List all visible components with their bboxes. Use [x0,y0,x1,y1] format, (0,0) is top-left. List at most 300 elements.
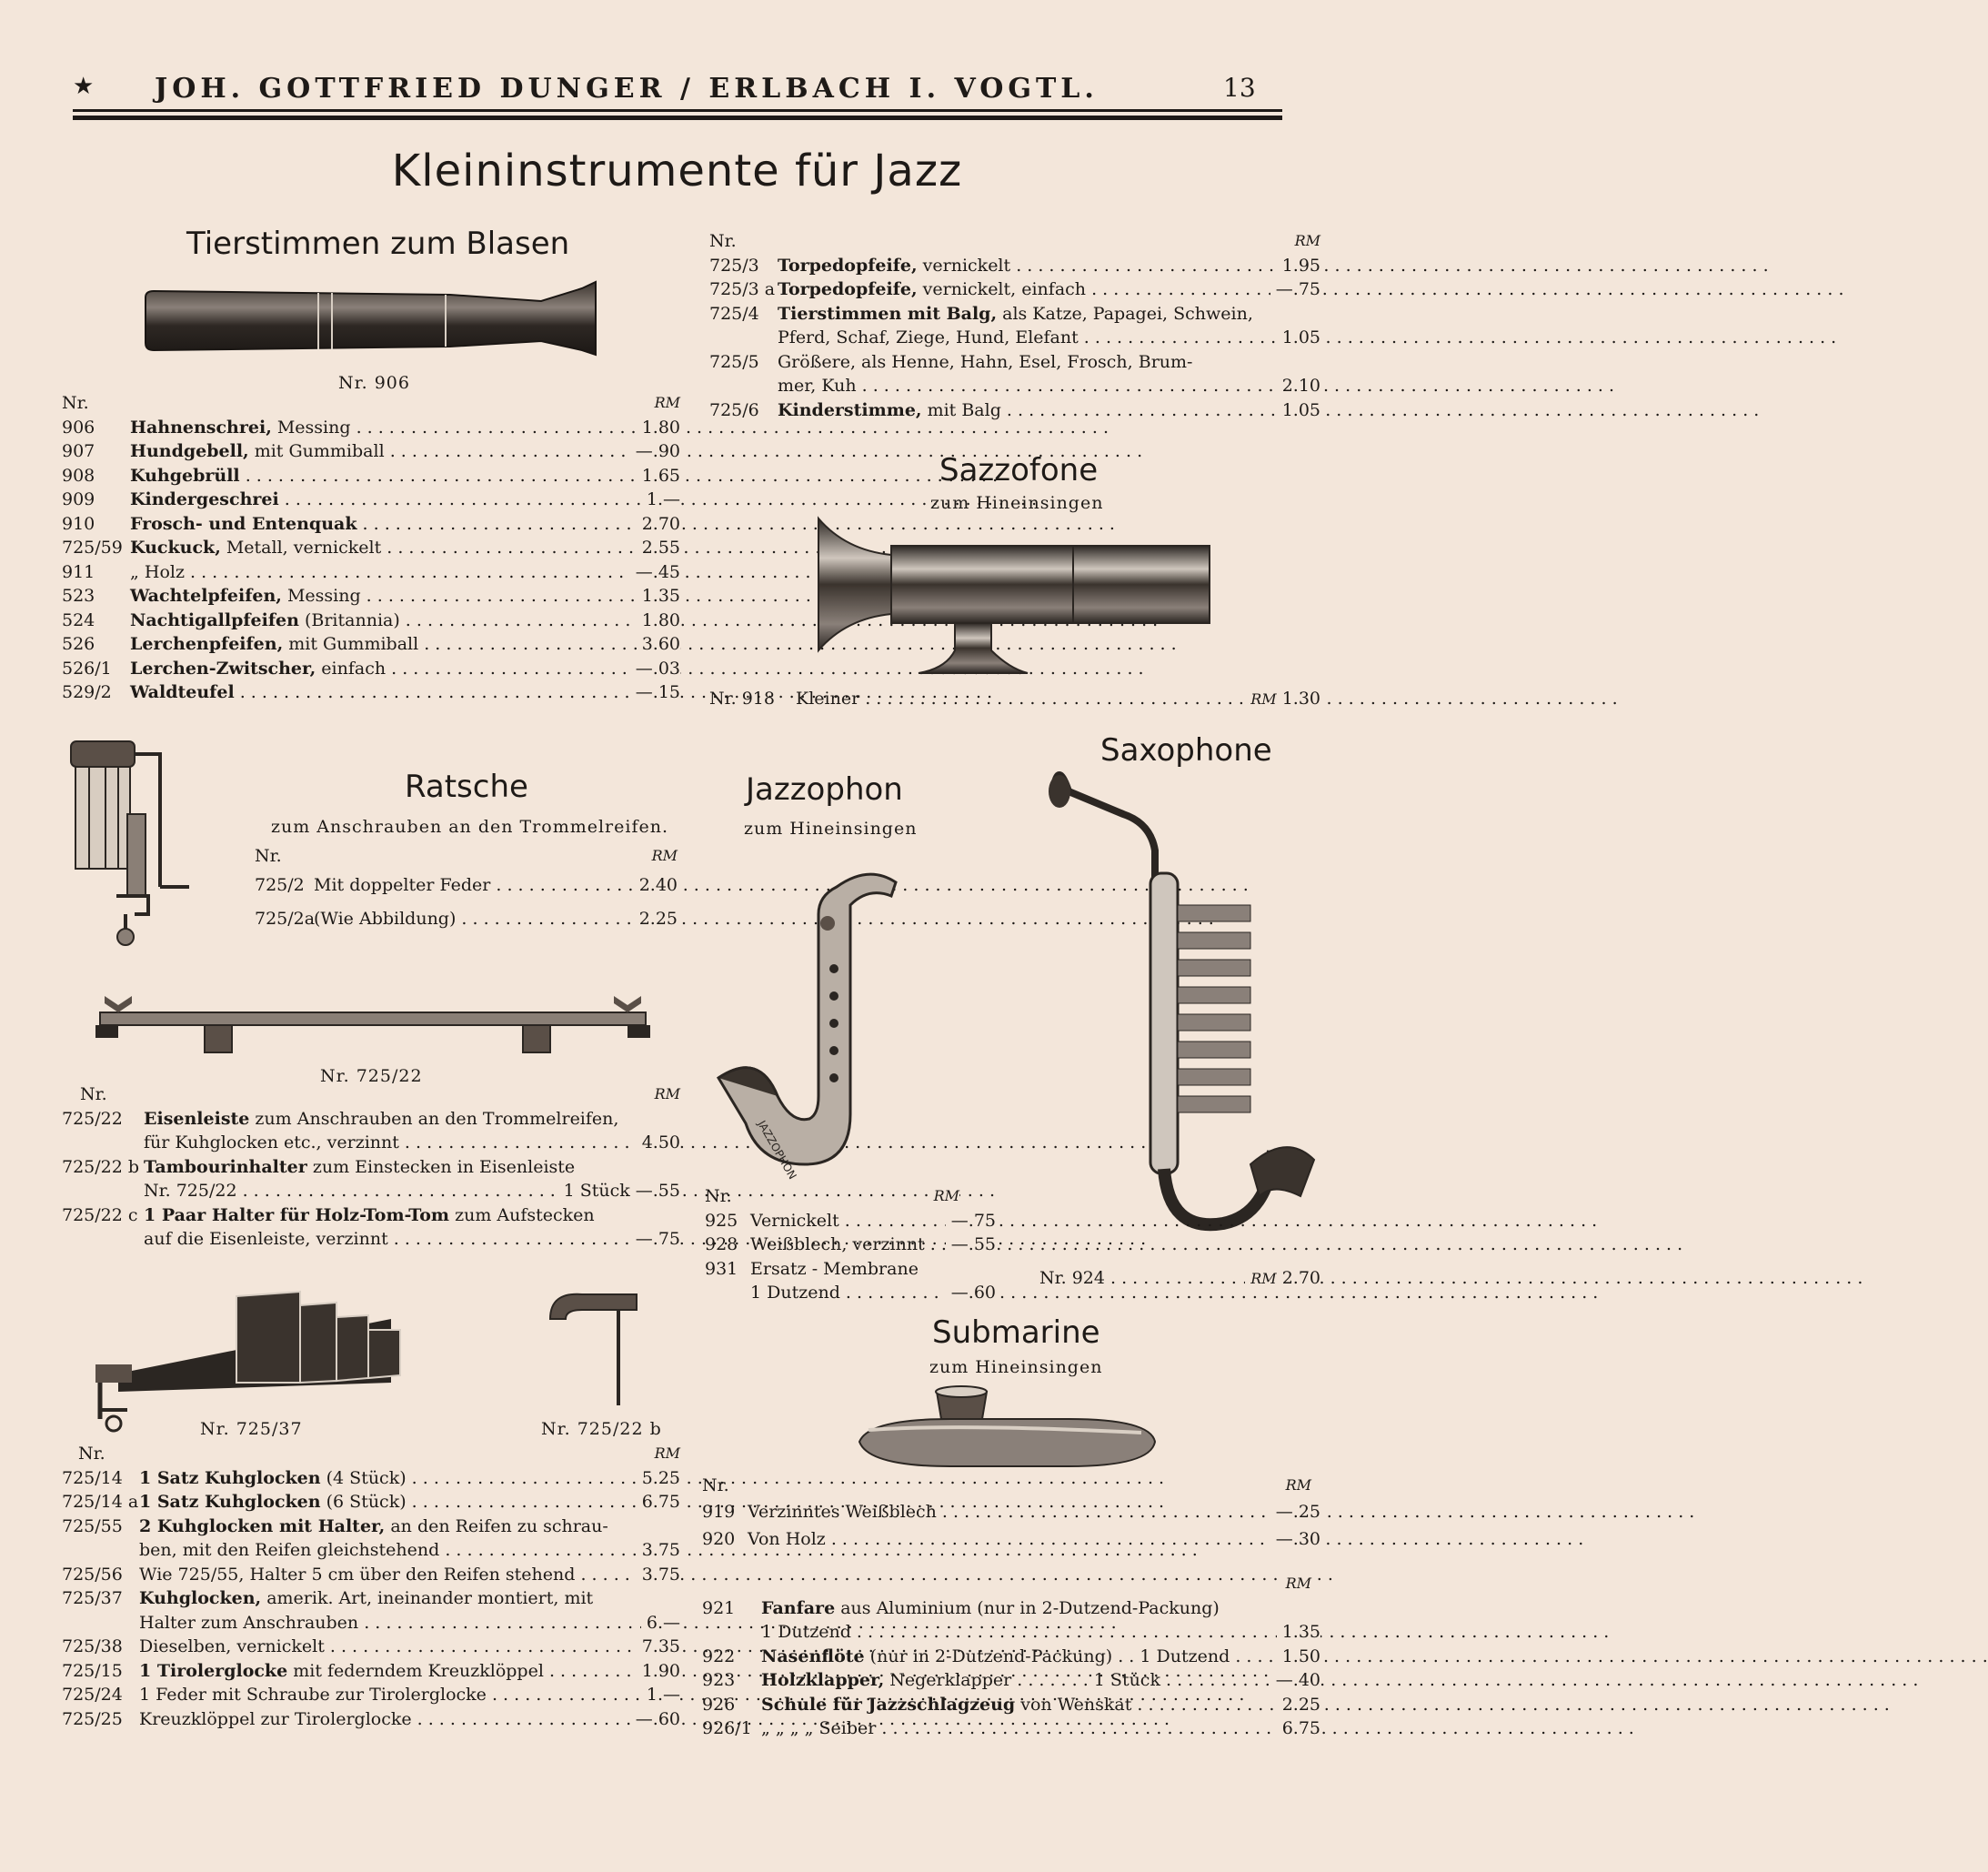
item-price: 4.50 [637,1131,680,1155]
list-item [702,1668,1320,1693]
item-description [130,464,617,488]
list-item [62,1107,680,1132]
item-description [314,869,614,902]
item-detail: für Kuhglocken etc., verzinnt [144,1132,399,1152]
item-detail: Nr. 725/22 [144,1181,237,1201]
list-item [709,254,1320,278]
main-title: Kleininstrumente für Jazz [391,146,963,196]
item-description [748,1525,1257,1553]
item-name: Tambourinhalter [144,1156,307,1177]
saxophone-title: Saxophone [1100,732,1272,769]
item-name: Lerchen-Zwitscher, [130,658,316,679]
item-description [130,512,617,537]
list-item [62,1683,680,1707]
item-detail: mit Gummiball [248,441,385,461]
item-nr: 920 [702,1528,736,1549]
item-detail: aus Aluminium (nur in 2-Dutzend-Packung) [835,1597,1220,1618]
list-item [255,869,678,902]
list-item [702,1525,1320,1553]
item-nr: 926 [702,1694,736,1715]
header-rule-thick [73,116,1282,120]
item-description [139,1707,617,1732]
submarine-subtitle: zum Hineinsingen [929,1357,1103,1377]
submarine-illustration [850,1383,1160,1474]
item-nr: 725/24 [62,1685,123,1705]
item-name: Kuhglocken, [139,1588,262,1608]
item-price: 1.50 [1277,1645,1320,1669]
item-description [778,374,1257,398]
item-nr: 725/4 [709,303,759,324]
item-price: 7.35 [637,1635,680,1659]
item-detail: zum Anschrauben an den Trommelreifen, [249,1108,619,1129]
list-item [62,609,680,633]
item-detail: Messing [281,586,361,606]
eisenleiste-illustration [91,987,655,1060]
caption-725-22b: Nr. 725/22 b [541,1419,662,1439]
currency-label: RM [647,844,678,869]
item-detail: (Britannia) [298,609,400,630]
item-nr: 725/37 [62,1588,123,1608]
sazzofone-nr: Nr. 918 [709,689,775,709]
item-description [761,1668,1257,1693]
item-name: Wachtelpfeifen, [130,586,282,606]
tierstimmen-list [62,391,680,705]
list-item [62,1155,680,1180]
item-detail: an den Reifen zu schrau- [385,1515,608,1536]
item-description [750,1281,941,1305]
item-description [761,1596,1257,1621]
item-description [144,1107,619,1132]
sazzofone-price [1245,687,1320,712]
caption-906: Nr. 906 [338,373,410,393]
item-description [139,1538,617,1563]
list-item [62,536,680,560]
item-nr: 725/22 b [62,1156,140,1177]
item-description [130,657,617,681]
item-nr: 928 [705,1234,738,1254]
item-description [139,1659,617,1684]
item-description [130,680,617,705]
item-price: —.40 [1270,1668,1320,1693]
item-name: Fanfare [761,1597,836,1618]
whistle-906-illustration [141,277,605,368]
item-description [761,1716,1257,1741]
item-name: Holzklapper, [761,1670,885,1690]
item-description [130,416,617,440]
misc-list [702,1572,1320,1741]
item-price: 2.55 [637,536,680,560]
item-price: 1.95 [1277,254,1320,278]
item-detail: 1 Dutzend [750,1283,840,1303]
item-description [130,439,617,464]
nr-label: Nr. [255,846,282,866]
item-detail: mit federndem Kreuzklöppel [287,1660,544,1681]
item-nr: 529/2 [62,682,112,702]
item-price: —.60 [630,1707,680,1732]
item-description [139,1635,617,1659]
item-detail: Größere, als Henne, Hahn, Esel, Frosch, Brum- [778,351,1193,372]
item-name: Kuhgebrüll [130,465,240,486]
kuhglocken-list [62,1442,680,1731]
jazzophon-subtitle: zum Hineinsingen [744,819,918,839]
item-nr: 725/15 [62,1660,123,1681]
currency-label: RM [649,391,680,416]
list-item [62,1586,680,1611]
list-item [62,1131,680,1155]
item-detail: Mit doppelter Feder [314,874,491,895]
saxophone-illustration [1041,769,1332,1255]
item-nr: 908 [62,465,95,486]
item-price: 1.— [641,1683,680,1707]
list-item [709,326,1320,350]
item-nr: 523 [62,586,95,606]
list-item [62,1490,680,1515]
item-detail: „ Holz [130,561,185,582]
item-nr: 906 [62,417,95,438]
item-name: 1 Tirolerglocke [139,1660,288,1681]
item-nr: 725/5 [709,351,759,372]
item-price: 1.35 [637,584,680,609]
list-item [62,439,680,464]
item-price: 3.75 [637,1563,680,1587]
list-item [62,512,680,537]
item-detail: amerik. Art, ineinander montiert, mit [261,1588,594,1608]
item-nr: 725/14 a [62,1492,139,1512]
jazzophon-title: Jazzophon [746,771,903,808]
list-item [62,488,680,512]
item-nr: 926/1 [702,1718,752,1738]
page-number: 13 [1223,73,1256,103]
caption-725-37: Nr. 725/37 [200,1419,303,1439]
item-price: 1.90 [637,1659,680,1684]
item-nr: 931 [705,1258,738,1279]
item-name: 1 Paar Halter für Holz-Tom-Tom [144,1204,450,1225]
sazzofone-title: Sazzofone [939,452,1099,488]
list-item [709,277,1320,302]
item-detail: zum Einstecken in Eisenleiste [306,1156,576,1177]
item-description [130,488,617,512]
item-price: —.25 [1270,1498,1320,1525]
item-price: 2.40 [634,869,678,902]
item-description [130,609,617,633]
item-description [139,1683,617,1707]
item-detail: zum Aufstecken [449,1204,595,1225]
list-item [62,1227,680,1252]
sazzofone-line [709,687,1320,711]
list-item [62,1179,680,1203]
price-value: 2.70 [1281,1268,1320,1288]
item-price: 2.25 [1277,1693,1320,1717]
item-price: 6.75 [1277,1716,1320,1741]
item-detail: Halter zum Anschrauben [139,1612,359,1633]
item-detail: einfach [316,658,387,679]
item-description [130,536,617,560]
nr-label: Nr. [709,231,737,251]
item-detail: vernickelt [917,255,1011,276]
list-item [709,302,1320,327]
item-price: 5.25 [637,1466,680,1491]
item-description [139,1515,617,1539]
item-nr: 725/6 [709,399,759,420]
list-item [62,464,680,488]
saxophone-desc [1110,1266,1248,1291]
item-price: —.03 [630,657,680,681]
item-nr: 725/25 [62,1708,123,1729]
item-nr: 725/3 a [709,279,776,299]
item-price: 2.25 [634,902,678,936]
item-nr: 921 [702,1597,736,1618]
item-description [139,1611,617,1635]
item-price: 1.80 [637,609,680,633]
item-description [778,254,1257,278]
item-name: Torpedopfeife, [778,279,918,299]
item-description [144,1203,595,1228]
tierstimmen-title: Tierstimmen zum Blasen [186,226,570,262]
page-header [73,71,1246,107]
list-item [62,1635,680,1659]
item-description [144,1131,562,1155]
item-price: 1.05 [1277,326,1320,350]
item-detail: vernickelt, einfach [917,279,1087,299]
item-description [761,1620,1257,1645]
list-item [62,1466,680,1491]
item-nr: 725/22 c [62,1204,138,1225]
item-nr: 922 [702,1646,736,1666]
currency-label: RM [1290,229,1320,254]
item-description [130,560,617,585]
item-detail: Ersatz - Membrane [750,1258,919,1279]
item-name: 1 Satz Kuhglocken [139,1492,321,1512]
nr-label: Nr. [80,1084,107,1104]
item-nr: 725/2 [255,874,305,895]
header-rule [73,109,1282,112]
item-description [139,1466,617,1491]
currency-label: RM [649,1082,680,1107]
item-name: Tierstimmen mit Balg, [778,303,998,324]
item-price: 6.— [641,1611,680,1635]
item-description [314,902,614,936]
item-name: Lerchenpfeifen, [130,634,284,654]
list-item [62,1203,680,1228]
nr-label: Nr. [702,1475,729,1495]
item-nr: 910 [62,513,95,534]
list-item [702,1716,1320,1741]
item-description [130,584,617,609]
item-detail: Pferd, Schaf, Ziege, Hund, Elefant [778,327,1079,347]
item-description [778,350,1257,375]
item-description [778,398,1257,423]
item-detail: von Wenskat [1015,1694,1132,1715]
item-price: —.60 [946,1281,996,1305]
item-name: Hahnenschrei, [130,417,272,438]
list-item [702,1645,1320,1669]
currency-label: RM [1280,1572,1311,1596]
item-description [750,1257,941,1282]
item-price: 1.— [641,488,680,512]
item-name: Nasenflöte [761,1646,865,1666]
item-nr: 526/1 [62,658,112,679]
star-icon: ★ [73,73,95,100]
item-name: Hundgebell, [130,441,249,461]
submarine-list [702,1474,1320,1553]
item-detail: 1 Feder mit Schraube zur Tirolerglocke [139,1685,487,1705]
item-nr: 725/3 [709,255,759,276]
item-nr: 526 [62,634,95,654]
item-detail: mer, Kuh [778,376,857,396]
item-detail: Von Holz [748,1528,826,1549]
saxophone-line [1039,1266,1320,1291]
item-nr: 907 [62,441,95,461]
item-detail: als Katze, Papagei, Schwein, [997,303,1253,324]
list-item [62,1538,680,1563]
list-item [62,1611,680,1635]
item-detail: (Wie Abbildung) [314,908,457,929]
item-nr: 725/56 [62,1564,123,1585]
jazzophon-engraving: JAZZOPHON [755,1118,799,1182]
item-nr: 911 [62,561,95,582]
currency-label: RM [1250,1270,1277,1287]
item-detail: auf die Eisenleiste, verzinnt [144,1229,388,1249]
list-item [62,416,680,440]
item-detail: Wie 725/55, Halter 5 cm über den Reifen stehend [139,1564,576,1585]
jazzophon-list [705,1184,996,1305]
item-price: —.75 [630,1227,680,1252]
item-price: 2.10 [1277,374,1320,398]
ratsche-title: Ratsche [405,769,528,805]
item-name: 1 Satz Kuhglocken [139,1467,321,1488]
item-description [144,1179,562,1203]
list-item [62,632,680,657]
header-title: JOH. GOTTFRIED DUNGER / ERLBACH I. VOGTL. [155,73,1099,105]
currency-label: RM [929,1184,959,1209]
item-price: 3.75 [637,1538,680,1563]
ratsche-illustration [62,732,171,951]
item-description [778,302,1257,327]
ratsche-subtitle: zum Anschrauben an den Trommelreifen. [271,817,669,837]
kuhglocken-illustration [91,1283,418,1437]
nr-label: Nr. [705,1186,732,1206]
item-nr: 725/2a [255,908,316,929]
item-price: —.55 [946,1233,996,1257]
item-detail: Metall, vernickelt [220,538,382,558]
item-price: 2.70 [637,512,680,537]
caption-725-22: Nr. 725/22 [320,1066,423,1086]
item-detail: (6 Stück) [320,1492,407,1512]
item-detail: Messing [271,417,351,438]
item-detail: „ „ „ „ Seiber [761,1718,877,1738]
item-price: 3.60 [637,632,680,657]
saxophone-keys [1178,905,1250,1112]
item-price: 1.80 [637,416,680,440]
torpedo-list [709,229,1320,422]
item-price: 1.05 [1277,398,1320,423]
list-item [62,1563,680,1587]
item-detail: Verzinntes Weißblech [748,1501,937,1522]
list-item [62,1707,680,1732]
item-description [761,1645,1257,1669]
item-nr: 725/14 [62,1467,123,1488]
item-detail: Weißblech, verzinnt [750,1234,925,1254]
item-name: Kindergeschrei [130,489,279,509]
item-nr: 725/59 [62,538,123,558]
list-item [62,584,680,609]
item-description [130,632,617,657]
submarine-title: Submarine [932,1314,1100,1351]
list-item [62,657,680,681]
currency-label: RM [1280,1474,1311,1498]
item-name: Schule für Jazzschlagzeug [761,1694,1016,1715]
item-detail: mit Balg [921,399,1001,420]
list-item [62,560,680,585]
item-nr: 919 [702,1501,736,1522]
item-name: Eisenleiste [144,1108,250,1129]
list-item [702,1596,1320,1621]
list-item [62,680,680,705]
list-item [705,1281,996,1305]
sazzofone-desc: Kleiner . . . [796,687,1248,711]
item-price: —.30 [1270,1525,1320,1553]
item-detail: Dieselben, vernickelt [139,1636,325,1656]
item-detail: (nur in 2-Dutzend-Packung) . . 1 Dutzend [864,1646,1230,1666]
item-nr: 524 [62,609,95,630]
currency-label: RM [1250,690,1277,708]
item-nr: 725/22 [62,1108,123,1129]
item-description [139,1563,617,1587]
eisenleiste-list [62,1082,680,1252]
item-name: Waldteufel [130,682,235,702]
list-item [255,902,678,936]
sazzofone-subtitle: zum Hineinsingen [930,493,1104,513]
nr-label: Nr. [62,393,89,413]
item-price: 1.65 [637,464,680,488]
item-description [139,1586,617,1611]
nr-label: Nr. [78,1444,105,1464]
item-price: 1.35 [1277,1620,1320,1645]
item-price: —.45 [630,560,680,585]
tambourinhalter-illustration [546,1287,646,1410]
list-item [62,1515,680,1539]
item-description [761,1693,1257,1717]
sazzofone-illustration [809,514,1228,678]
item-nr: 725/55 [62,1515,123,1536]
item-detail: Kreuzklöppel zur Tirolerglocke [139,1708,412,1729]
item-detail: Negerklapper . . . . . . . 1 Stück [884,1670,1160,1690]
item-description [748,1498,1257,1525]
list-item [702,1693,1320,1717]
item-nr: 909 [62,489,95,509]
item-price: 6.75 [637,1490,680,1515]
item-name: Kinderstimme, [778,399,922,420]
item-price: —.15 [630,680,680,705]
item-nr: 725/38 [62,1636,123,1656]
item-name: Kuckuck, [130,538,221,558]
item-description [139,1490,617,1515]
item-name: Torpedopfeife, [778,255,918,276]
saxophone-price [1245,1266,1320,1292]
list-item [705,1233,996,1257]
item-description [778,326,1257,350]
list-item [702,1620,1320,1645]
jazzophon-illustration [705,869,941,1183]
saxophone-nr: Nr. 924 [1039,1268,1105,1288]
item-nr: 925 [705,1210,738,1231]
item-detail: 1 Dutzend [761,1622,851,1642]
item-detail: Vernickelt [750,1210,839,1231]
item-description [144,1227,562,1252]
item-detail: (4 Stück) [320,1467,407,1488]
item-price: —.75 [946,1209,996,1233]
item-name: 2 Kuhglocken mit Halter, [139,1515,386,1536]
